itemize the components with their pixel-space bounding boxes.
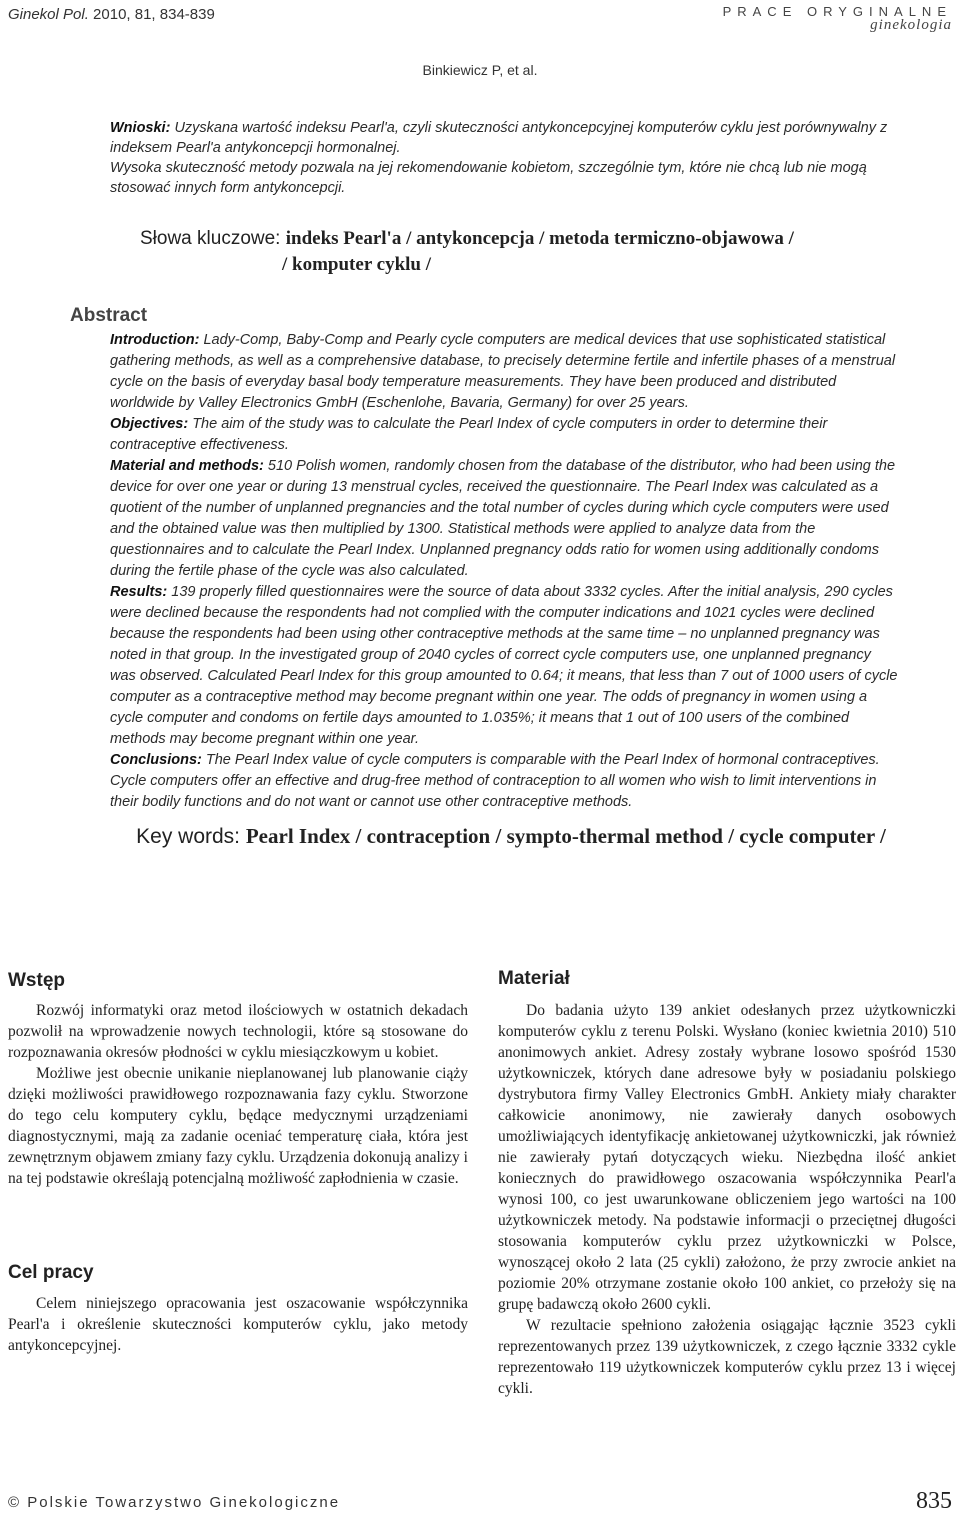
wstep-heading: Wstęp bbox=[8, 970, 65, 991]
material-paragraph-1: Do badania użyto 139 ankiet odesłanych przez użytkowniczki komputerów cyklu z terenu Polski. Wysłano (koniec kwietnia 2010) 510 anonimowych ankiet. Adresy zostały wybrane losowo spośród 1530 użytkowniczek, których dane adresowe były w posiadaniu polskiego dystrybutora firmy Valley Electronics GmbH. Ankiety miały charakter całkowicie anonimowy, nie zawierały danych osobowych umożliwiających identyfikację ankietowanej użytkowniczki, jak również nie zawierały pytań dotyczących wieku. Niezbędna ilość ankiet koniecznych do prawidłowego oszacowania współczynnika Pearl'a wynosi 100, co jest uwarunkowane obliczeniem jego wartości na 100 użytkowniczek metody. Na podstawie informacji o przeciętnej długości stosowania komputerów cyklu przez użytkowniczki w Polsce, wynoszącej około 2 lata (25 cykli) założono, że przy zwrocie ankiet na poziomie 20% otrzymane zostanie około 100 ankiet, co przełoży się na grupę badawczą około 2600 cykli. bbox=[498, 1002, 956, 1313]
objectives-text: The aim of the study was to calculate the Pearl Index of cycle computers in order to determine their contraceptive effectiveness. bbox=[110, 416, 828, 453]
keywords-en-value: Pearl Index / contraception / sympto-thermal method / cycle computer / bbox=[245, 824, 886, 848]
subsection-label: ginekologia bbox=[870, 17, 952, 33]
copyright: © Polskie Towarzystwo Ginekologiczne bbox=[8, 1494, 341, 1511]
introduction-text: Lady-Comp, Baby-Comp and Pearly cycle computers are medical devices that use sophisticated statistical gathering methods, as well as a comprehensive database, to precisely determine fertile and infertile phases of a menstrual cycle on the basis of everyday basal body temperature measurements. They have been produced and distributed worldwide by Valley Electronics GmbH (Eschenlohe, Bavaria, Germany) for over 25 years. bbox=[110, 332, 896, 411]
wnioski-paragraph-1 bbox=[110, 118, 898, 158]
cel-body bbox=[8, 1293, 468, 1356]
cel-paragraph-1: Celem niniejszego opracowania jest oszacowanie współczynnika Pearl'a i określenie skuteczności komputerów cyklu, jako metody antykoncepcyjnej. bbox=[8, 1295, 468, 1354]
wnioski-label: Wnioski: bbox=[110, 120, 171, 136]
page-number: 835 bbox=[916, 1488, 952, 1514]
author-line: Binkiewicz P, et al. bbox=[422, 62, 538, 78]
keywords-pl bbox=[140, 226, 900, 278]
keywords-pl-label: Słowa kluczowe: bbox=[140, 228, 281, 249]
journal-name: Ginekol Pol. bbox=[8, 6, 89, 23]
abstract-introduction bbox=[110, 330, 900, 414]
conclusions-label: Conclusions: bbox=[110, 752, 202, 768]
wnioski-text-2: Wysoka skuteczność metody pozwala na jej rekomendowanie kobietom, szczególnie tym, które nie chcą lub nie mogą stosować innych form antykoncepcji. bbox=[110, 160, 867, 196]
running-header bbox=[8, 6, 215, 23]
abstract-conclusions bbox=[110, 750, 900, 813]
material-paragraph-2: W rezultacie spełniono założenia osiągając łącznie 3523 cykli reprezentowanych przez 139 użytkowniczek, z czego łącznie 3332 cykle reprezentowało 119 użytkowniczek komputerów cyklu przez 13 i więcej cykli. bbox=[498, 1317, 956, 1397]
material-body bbox=[498, 1000, 956, 1399]
wstep-paragraph-2: Możliwe jest obecnie unikanie nieplanowanej lub planowanie ciąży dzięki możliwości prawidłowego rozpoznawania fazy cyklu. Stworzone do tego celu komputery cyklu, będące medycznymi urządzeniami diagnostycznymi, mają za zadanie oceniać temperaturę ciała, która jest zewnętrznym objawem zmiany fazy cyklu. Urządzenia dokonują analizy i na tej podstawie określają potencjalną możliwość zapłodnienia w czasie. bbox=[8, 1065, 468, 1187]
methods-text: 510 Polish women, randomly chosen from the database of the distributor, who had been using the device for over one year or during 13 menstrual cycles, received the questionnaire. The Pearl Index was calculated as a quotient of the number of unplanned pregnancies and the total number of cycles during which cycle computers were used and the obtained value was then multiplied by 1300. Statistical methods were applied to analyze data from the questionnaires and to calculate the Pearl Index. Unplanned pregnancy odds ratio for women using additionally condoms during the fertile phase of the cycle was also calculated. bbox=[110, 458, 896, 579]
methods-label: Material and methods: bbox=[110, 458, 264, 474]
section-label: PRACE ORYGINALNE bbox=[722, 4, 952, 19]
results-text: 139 properly filled questionnaires were the source of data about 3332 cycles. After the initial analysis, 290 cycles were declined because the respondents had not complied with the computer indications and 1021 cycles were declined because the respondents had been using other contraceptive methods at the same time – no unplanned pregnancy was noted in that group. In the investigated group of 2040 cycles of correct cycle computers use, one unplanned pregnancy was observed. Calculated Pearl Index for this group amounted to 0.64; it means, that less than 7 out of 1000 users of cycle computer as a contraceptive method may become pregnant within one year. The odds of pregnancy in women using a cycle computer and condoms on fertile days amounted to 1.035%; it means that 1 out of 100 users of the combined methods may become pregnant within one year. bbox=[110, 584, 898, 747]
wstep-paragraph-1: Rozwój informatyki oraz metod ilościowych w ostatnich dekadach pozwolił na wprowadzenie nowych technologii, które są stosowane do rozpoznawania okresów płodności w cyklu miesiączkowym u kobiet. bbox=[8, 1002, 468, 1061]
cel-heading: Cel pracy bbox=[8, 1262, 94, 1283]
abstract-results bbox=[110, 582, 900, 750]
wstep-body bbox=[8, 1000, 468, 1189]
results-label: Results: bbox=[110, 584, 168, 600]
abstract-objectives bbox=[110, 414, 900, 456]
abstract-methods bbox=[110, 456, 900, 582]
section-header bbox=[723, 4, 952, 34]
wnioski-block bbox=[110, 118, 898, 198]
wnioski-text-1: Uzyskana wartość indeksu Pearl'a, czyli skuteczności antykoncepcyjnej komputerów cyklu jest porównywalny z indeksem Pearl'a antykoncepcji hormonalnej. bbox=[110, 120, 888, 156]
introduction-label: Introduction: bbox=[110, 332, 200, 348]
abstract-heading: Abstract bbox=[70, 305, 148, 326]
conclusions-text: The Pearl Index value of cycle computers is comparable with the Pearl Index of hormonal contraceptives. Cycle computers offer an effective and drug-free method of contraception to all women who wish to limit interventions in their bodily functions and do not want or cannot use other contraceptive methods. bbox=[110, 752, 880, 810]
objectives-label: Objectives: bbox=[110, 416, 189, 432]
keywords-pl-line-2: / komputer cyklu / bbox=[282, 254, 432, 275]
keywords-pl-line-1: indeks Pearl'a / antykoncepcja / metoda termiczno-objawowa / bbox=[285, 228, 794, 249]
citation: 2010, 81, 834-839 bbox=[93, 6, 215, 23]
abstract-body bbox=[110, 330, 900, 813]
material-heading: Materiał bbox=[498, 968, 570, 989]
keywords-en-label: Key words: bbox=[136, 825, 241, 848]
keywords-en bbox=[0, 824, 960, 849]
